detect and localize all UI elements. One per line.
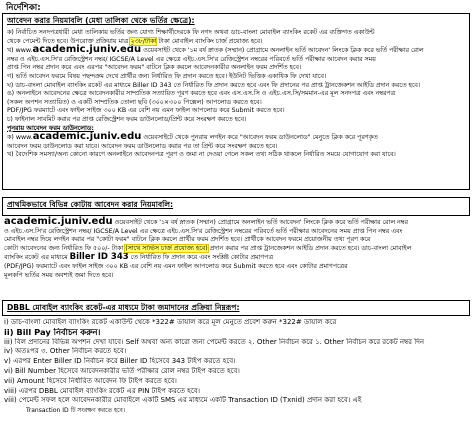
website-link[interactable]: academic.juniv.edu <box>32 44 142 56</box>
section-quota-title-box <box>2 197 470 216</box>
section2-line: ও এইচ.এস.সি'র রেজিস্ট্রেশন নম্বর/ IGCSE/A Level এর ক্ষেত্রে এইচ.এস.সি'র রেজিস্ট্রেশন নম্বরের পরিবর্তে ভর্তি পরীক্ষার আবেদনের সময় প্রাপ্ত পিন নম্বর এবং <box>4 227 403 235</box>
section1-line: (সকল অপশন সত্যায়িত) ও একটি সাম্প্রতিক তোলা ছবি (৩০০×৩০০ পিক্সেল) আপলোড করতে হবে। <box>7 98 262 106</box>
list-item: iii) বিল প্রদানের বিভিন্ন অপশন দেখা যাবে। Self অথবা অন্য কারো জন্য পেমেন্ট করতে ২. Other নির্বাচন করে ১. Other নির্বাচন করে রকেট নম্বর দিন <box>4 337 425 346</box>
section2-line: (PDF/JPG) ফরম্যাটে এবং ফাইল সাইজ ৩০০ KB এর বেশি নয় এমন ফাইল আপলোড করে Submit করতে হবে এবং কোটার প্রমাণপত্রের <box>4 262 348 270</box>
section1-line: নম্বর ও এইচ.এস.সি'র রেজিস্ট্রেশন নম্বর/ IGCSE/A Level এর ক্ষেত্রে এইচ.এস.সি'র রেজিস্ট্রেশন নম্বরের পরিবর্তে ভর্তি পরীক্ষার আবেদন করার সময় <box>7 55 376 63</box>
section1-line: আবেদন ফরম ডাউনলোড করা যাবে। আবেদন ফরম ডাউনলোড করার পর তা প্রিন্ট করে সংরক্ষণ করতে হবে। <box>7 142 278 150</box>
list-item: ii) Bill Pay নির্বাচন করুন। <box>4 327 101 337</box>
list-item: viii) পেমেন্ট সফল হলে আবেদনকারীর মোবাইলে একটি SMS এর মাধ্যমে একটি Transaction ID (Txnid) প্রদান করা হবে। এই <box>4 396 362 405</box>
list-item: Transaction ID টি সংরক্ষণ করতে হবে। <box>26 407 126 415</box>
section1-line: PDF/JPG ফরম্যাটে এবং ফাইল সাইজ ৩০০ KB এর বেশি নয় এমন ফাইল আপলোড করে Submit করতে হবে। <box>7 107 285 115</box>
section2-title: প্রাথমিকভাবে বিভিন্ন কোটায় আবেদন করার নিয়মাবলি: <box>7 200 174 209</box>
list-item: v) এরপর Enter Biller ID নির্বাচন করে Biller ID হিসেবে 343 টাইপ করতে হবে। <box>4 357 236 366</box>
section3-title: DBBL মোবাইল ব্যাংকিং রকেট-এর মাধ্যমে টাকা জমাদানের প্রক্রিয়া নিম্নরূপ: <box>7 303 240 312</box>
list-item: viii) এরপর DBBL মোবাইল ব্যাংকিং রকেট এর PIN টাইপ করতে হবে। <box>4 386 201 395</box>
section2-line: academic.juniv.edu ওয়েবসাইট থেকে '১ম বর্ষ স্নাতক (সম্মান) প্রোগ্রামে অনলাইন ভর্তি আবেদন' লিংকে ক্লিক করে ভর্তি পরীক্ষার রোল নম্বর <box>4 216 408 227</box>
redownload-title: পুনরায় আবেদন ফরম ডাউনলোড: <box>7 124 94 132</box>
section1-line: গ) ভর্তি আবেদন ফরমে বিষয় পছন্দক্রম দেখে প্রার্থীর জন্য নির্ধারিত ফি প্রদান করতে হবে। ইউনিট ভিত্তিক একাধিক ফি দেখা যাবে। <box>7 72 327 80</box>
section1-line: খ) বৈদেশিক সমস্যা/অন্য কোনো কারণে অনলাইনে আবেদনপত্র পূরণ ও জমা না দেওয়া গেলে সকল তথ্য সঠিক থাকলে নির্ধারিত সময়ে যোগাযোগ করা যাবে। <box>7 151 396 159</box>
section1-line: ঘ) ডাচ-বাংলা মোবাইল ব্যাংকিং রকেট এর মাধ্যমে Biller ID 343 তে নির্ধারিত ফি প্রদান করতে হবে এবং ফি প্রদানের পর প্রাপ্ত ট্রানজেকশন আইডি প্রদান করতে হবে। <box>7 81 421 89</box>
section1-body <box>3 29 469 160</box>
section-dbbl-title-box <box>2 300 470 316</box>
biller-id: Biller ID 343 <box>69 252 129 263</box>
website-link[interactable]: academic.juniv.edu <box>4 216 113 227</box>
section1-line: খ) www.academic.juniv.edu ওয়েবসাইট থেকে '১ম বর্ষ স্নাতক (সম্মান) প্রোগ্রামে অনলাইন ভর্তি আবেদন' লিংকে ক্লিক করে ভর্তি পরীক্ষার রোল <box>7 44 424 56</box>
rate-highlight: ২৩৮/টাকা <box>130 37 157 45</box>
section2-line: মূলকপি ভর্তির সময় অবশ্যই জমা দিতে হবে। <box>4 271 114 279</box>
list-item: vi) Bill Number হিসেবে আবেদনকারীর ভর্তি পরীক্ষার রোল নম্বর টাইপ করতে হবে। <box>4 366 240 375</box>
section2-line: মোবাইল নম্বর দিয়ে লগইন করার পর "কোটা ফরম" বাটনে ক্লিক করলে প্রার্থীর ফরম প্রদর্শিত হবে। প্রার্থীকে আবেদন ফরমে প্রয়োজনীয় তথ্য পূরণ করে <box>4 236 371 244</box>
section1-title: আবেদন করার নিয়মাবলি (মেধা তালিকা থেকে ভর্তির ক্ষেত্রে): <box>7 16 195 25</box>
top-heading: নির্দেশিকা: <box>6 3 41 13</box>
dbbl-steps-list <box>4 318 470 416</box>
section1-line: থেকে পেমেন্ট দিতে হবে। উপরোক্ত প্রক্রিয়ায় মাত্র ২৩৮/টাকা টাকা মোবাইল ব্যাংকিং চার্জ প্রযোজ্য হবে। <box>7 37 263 45</box>
list-item: iv) অতঃপর ৩. Other নির্বাচন করতে হবে। <box>4 347 127 356</box>
section2-body <box>4 218 470 298</box>
section1-line: চ) ফাইনাল সাবমিট করার পর প্রাপ্ত রেজিস্ট্রেশন ফরম ডাউনলোড/প্রিন্ট করে সংরক্ষণ করতে হবে। <box>7 115 247 123</box>
list-item: vii) Amount হিসেবে নির্ধারিত আবেদন ফি টাইপ করতে হবে। <box>4 376 177 385</box>
website-link[interactable]: academic.juniv.edu <box>32 131 142 143</box>
list-item: i) ডাচ-বাংলা মোবাইল ব্যাংকিং রকেট একাউন্ট থেকে *322# ডায়াল করে মূল মেনুতে প্রবেশ করুন *322# ডায়াল করে <box>4 318 337 326</box>
section-application-rules <box>2 13 470 190</box>
section1-line: ঙ) অনলাইনে আবেদনের ক্ষেত্রে আবেদনকারীর সাম্প্রতিক সত্যায়িত পূরণ করতে হবে এবং এস.এস.সি ও এইচ.এস.সি/সমমান-এর মূল সনদপত্র এবং নম্বরপত্র <box>7 90 396 98</box>
section1-line: ক) www.academic.juniv.edu ওয়েবসাইটে থেকে পুনরায় লগইন করে "আবেদন ফরম ডাউনলোড" মেনুতে ক্লিক করে পূরণকৃত <box>7 131 378 143</box>
section1-line: প্রাপ্ত পিন নম্বর প্রদান করে এবং এরপর "আবেদন ফরম" বাটনে ক্লিক করলে আবেদনকারীর অনলাইন ফরম প্রদর্শিত হবে। <box>7 64 302 72</box>
section1-line: ক) নির্বাচিত সনদপত্রধারী মেধা তালিকায় ভর্তির জন্য যোগ্য শিক্ষার্থীদেরকে ফি নগদ অথবা ডাচ-বাংলা মোবাইল ব্যাংকিং রকেট এর ব্যক্তিগত একাউন্ট <box>7 29 375 36</box>
section2-line: কোটা আবেদনের জন্য নির্ধারিত ফি ৫০০/- টাকা (সাথে সার্ভিস চার্জ প্রযোজ্য হবে) প্রদান করার পর প্রাপ্ত ট্রানজেকশন আইডি প্রদান করতে হবে। ডাচ-বাংলা মোবাইল <box>4 244 412 252</box>
section2-line: ব্যাংকিং রকেট এর মাধ্যমে Biller ID 343 তে নির্ধারিত ফি প্রদান করে এবং সংশ্লিষ্ট কোটার প্রমাণপত্র <box>4 252 274 263</box>
service-charge-highlight: (সাথে সার্ভিস চার্জ প্রযোজ্য হবে) <box>125 244 208 252</box>
